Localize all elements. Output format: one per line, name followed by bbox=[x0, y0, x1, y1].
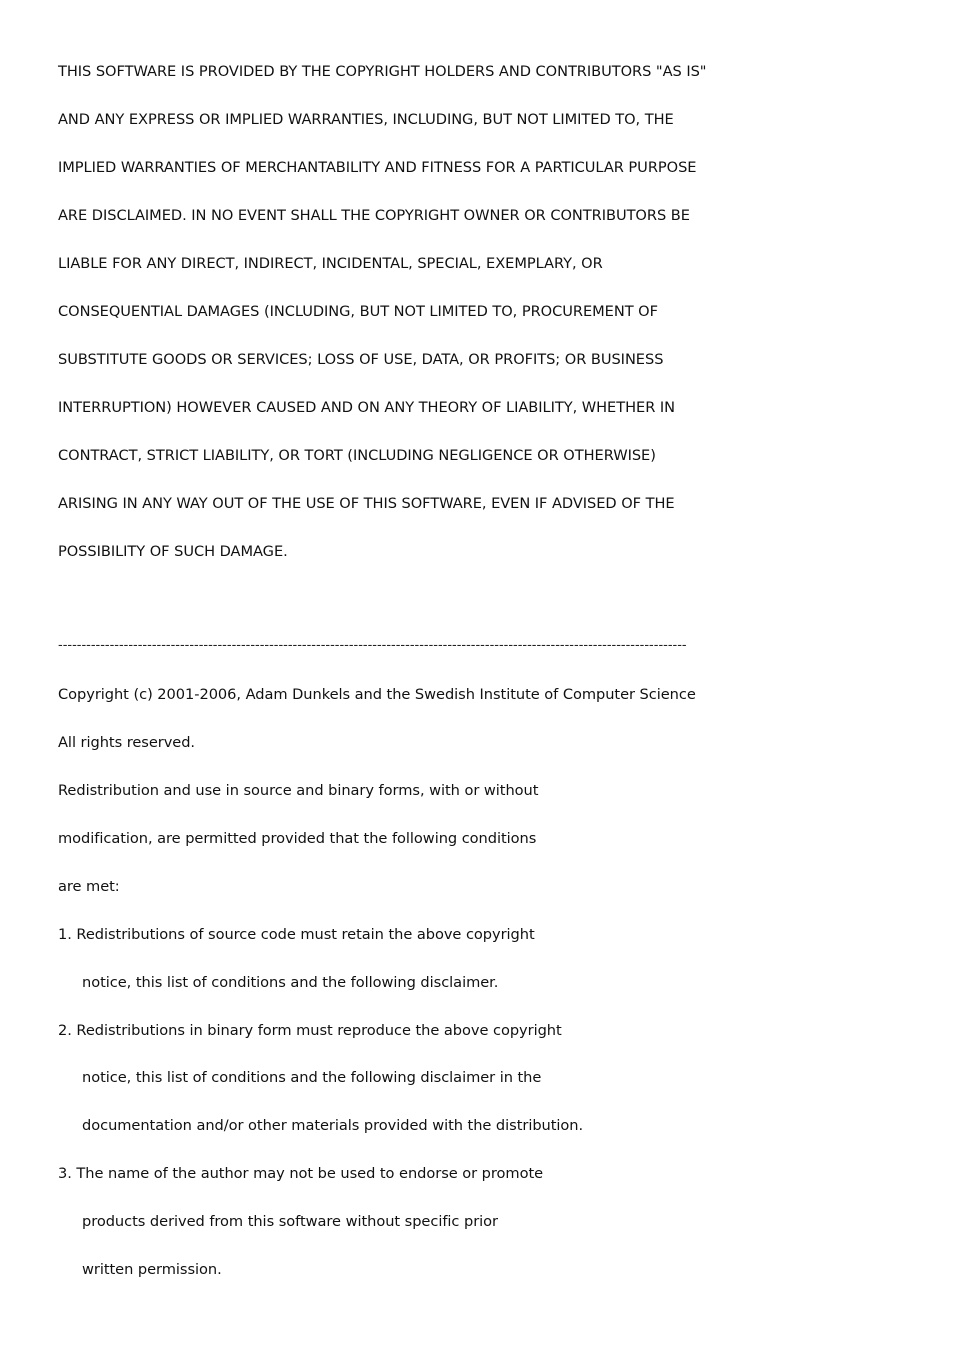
disclaimer-line: AND ANY EXPRESS OR IMPLIED WARRANTIES, INCLUDING, BUT NOT LIMITED TO, THE bbox=[58, 111, 674, 128]
license-intro-line: Redistribution and use in source and binary forms, with or without bbox=[58, 782, 539, 799]
section-separator: -------------------------------------------------------------------------------------------------------------------------------------- bbox=[58, 638, 687, 653]
disclaimer-line: SUBSTITUTE GOODS OR SERVICES; LOSS OF USE, DATA, OR PROFITS; OR BUSINESS bbox=[58, 351, 664, 368]
disclaimer-line: LIABLE FOR ANY DIRECT, INDIRECT, INCIDENTAL, SPECIAL, EXEMPLARY, OR bbox=[58, 255, 603, 272]
condition-3: 3. The name of the author may not be used to endorse or promote bbox=[58, 1165, 544, 1182]
disclaimer-line: POSSIBILITY OF SUCH DAMAGE. bbox=[58, 543, 288, 560]
rights-reserved: All rights reserved. bbox=[58, 734, 196, 751]
condition-3-continuation: products derived from this software without specific prior bbox=[82, 1213, 498, 1230]
condition-1-continuation: notice, this list of conditions and the following disclaimer. bbox=[82, 974, 499, 991]
condition-2-continuation: notice, this list of conditions and the following disclaimer in the bbox=[82, 1069, 542, 1086]
disclaimer-line: CONTRACT, STRICT LIABILITY, OR TORT (INCLUDING NEGLIGENCE OR OTHERWISE) bbox=[58, 447, 656, 464]
disclaimer-line: INTERRUPTION) HOWEVER CAUSED AND ON ANY THEORY OF LIABILITY, WHETHER IN bbox=[58, 399, 675, 416]
disclaimer-line: CONSEQUENTIAL DAMAGES (INCLUDING, BUT NOT LIMITED TO, PROCUREMENT OF bbox=[58, 303, 658, 320]
disclaimer-line: IMPLIED WARRANTIES OF MERCHANTABILITY AND FITNESS FOR A PARTICULAR PURPOSE bbox=[58, 159, 697, 176]
license-intro-line: modification, are permitted provided that the following conditions bbox=[58, 830, 537, 847]
condition-3-continuation: written permission. bbox=[82, 1261, 222, 1278]
condition-2: 2. Redistributions in binary form must reproduce the above copyright bbox=[58, 1022, 562, 1039]
copyright-notice: Copyright (c) 2001-2006, Adam Dunkels and the Swedish Institute of Computer Science bbox=[58, 686, 696, 703]
disclaimer-line: ARISING IN ANY WAY OUT OF THE USE OF THIS SOFTWARE, EVEN IF ADVISED OF THE bbox=[58, 495, 675, 512]
disclaimer-line: ARE DISCLAIMED. IN NO EVENT SHALL THE COPYRIGHT OWNER OR CONTRIBUTORS BE bbox=[58, 207, 690, 224]
disclaimer-line: THIS SOFTWARE IS PROVIDED BY THE COPYRIGHT HOLDERS AND CONTRIBUTORS "AS IS" bbox=[58, 63, 707, 80]
license-intro-line: are met: bbox=[58, 878, 120, 895]
condition-1: 1. Redistributions of source code must retain the above copyright bbox=[58, 926, 535, 943]
condition-2-continuation: documentation and/or other materials provided with the distribution. bbox=[82, 1117, 584, 1134]
